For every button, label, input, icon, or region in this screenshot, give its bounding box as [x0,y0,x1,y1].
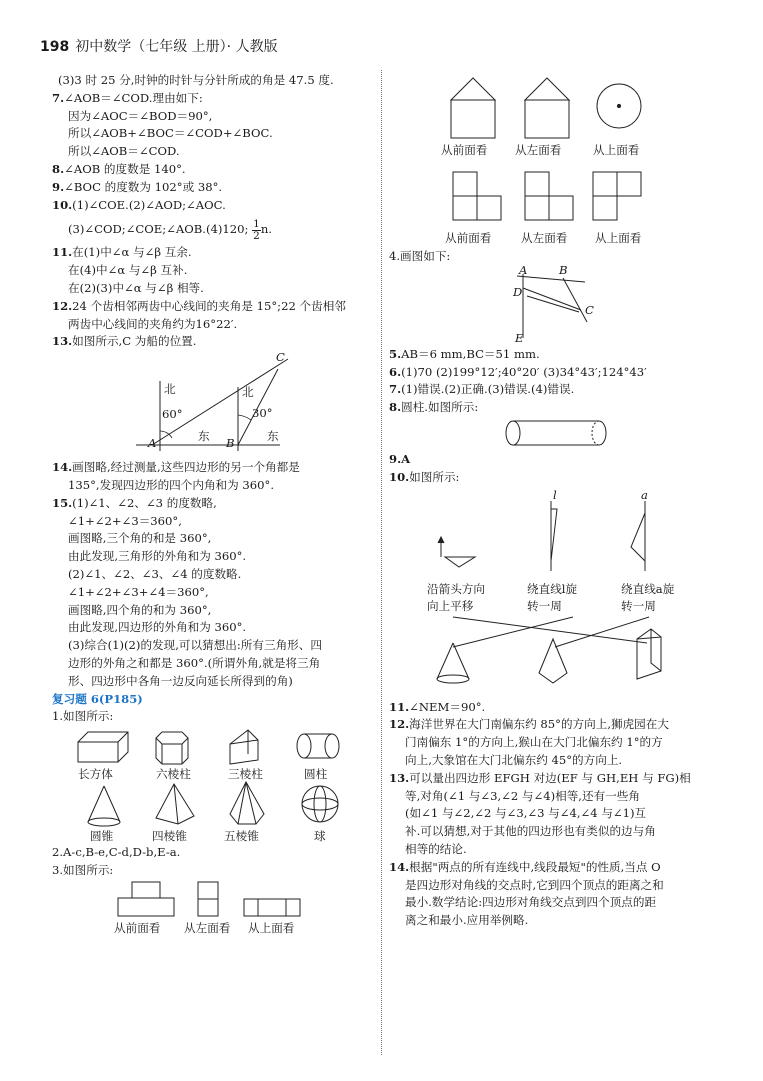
question-number: 13. [389,770,410,785]
answer-line [389,346,729,364]
question-number: 9. [52,179,65,194]
solid-pent-pyramid-label: 五棱锥 [224,829,259,844]
fig4-point-a: A [519,262,528,277]
east-label-a: 东 [198,429,210,444]
review-section-title: 复习题 6(P185) [52,691,143,706]
mid-top-view-label: 从上面看 [595,231,642,245]
question-number: 8. [389,400,402,415]
figure-8-cylinder [389,417,729,451]
answer-line [389,912,729,930]
answer-line [52,548,374,566]
answer-text: (2)∠1、∠2、∠3、∠4 的度数略. [68,566,242,581]
fig4-point-c: C [585,302,594,317]
answer-text: 在(4)中∠α 与∠β 互补. [68,263,188,278]
figure-10-rotation [389,487,729,699]
answer-line [52,244,374,262]
column-divider [381,70,382,1055]
solid-cuboid-label: 长方体 [78,767,113,782]
question-number: 13. [52,334,73,349]
right-q4: 4.画图如下: [389,249,451,263]
answer-text: (1)错误.(2)正确.(3)错误.(4)错误. [401,382,575,397]
answer-line [389,364,729,382]
solid-hex-prism-label: 六棱柱 [156,767,191,782]
question-number: 6. [389,364,402,379]
question-number: 12. [52,298,73,313]
answer-text: (1)∠COE.(2)∠AOD;∠AOC. [72,197,226,212]
question-number: 14. [389,859,410,874]
answer-line [52,298,374,316]
top-front-view-label: 从前面看 [441,143,488,157]
answer-line [52,673,374,691]
answer-line [389,859,729,877]
solid-square-pyramid-label: 四棱锥 [152,829,187,844]
answer-line [52,637,374,655]
answer-line [52,459,374,477]
answer-line [389,894,729,912]
answer-text: 画图略,四个角的和为 360°, [68,602,212,617]
answer-text: (1)∠1、∠2、∠3 的度数略, [72,495,217,510]
answer-line [389,381,729,399]
q3-views-figure [52,880,374,936]
caption-rotate-a: 绕直线a旋 转一周 [621,581,675,614]
answer-text: ∠AOB＝∠COD.理由如下: [64,90,203,105]
answer-text: (3)3 时 25 分,时钟的时针与分针所成的角是 47.5 度. [58,73,334,87]
answer-line [52,655,374,673]
answer-text: 画图略,三个角的和是 360°, [68,531,212,546]
question-number: 14. [52,460,73,475]
fig4-point-b: B [559,262,568,277]
angle-30-label: 30° [252,406,273,421]
answer-line [52,619,374,637]
answer-line [52,513,374,531]
answer-line [389,877,729,895]
solid-tri-prism-label: 三棱柱 [228,767,263,782]
solid-cylinder-label: 圆柱 [304,767,328,782]
answer-line [52,316,374,334]
answer-text: (3)综合(1)(2)的发现,可以猜想出:所有三角形、四 [68,638,322,653]
answer-text: 由此发现,四边形的外角和为 360°. [68,620,247,635]
answer-line [52,108,374,126]
answer-line [52,90,374,108]
answer-line [52,161,374,179]
answer-text: 24 个齿相邻两齿中心线间的夹角是 15°;22 个齿相邻 [72,298,346,313]
point-b-label: B [226,436,235,451]
north-label-a: 北 [164,382,176,397]
answer-line [389,699,729,717]
q3-left-view-label: 从左面看 [184,920,231,935]
figure-13-ship-position [52,351,374,459]
caption-translate: 沿箭头方向 向上平移 [427,581,485,614]
answer-line: 9.A [389,451,411,466]
answer-text: 在(2)(3)中∠α 与∠β 相等. [68,280,204,295]
answer-line [389,399,729,417]
answer-text: 门南偏东 1°的方向上,猴山在大门北偏东约 1°的方 [405,735,663,750]
point-c-label: C [276,350,285,365]
question-number: 7. [52,90,65,105]
axis-l-label: l [553,487,557,502]
answer-text: 补.可以猜想,对于其他的四边形也有类似的边与角 [405,824,656,839]
answer-text: 向上,大象馆在大门北偏东约 45°的方向上. [405,752,623,767]
question-number: 5. [389,346,402,361]
answer-line [52,262,374,280]
mid-left-view-label: 从左面看 [521,231,568,245]
answer-line [52,143,374,161]
answer-text: 135°,发现四边形的四个内角和为 360°. [68,477,275,492]
answer-text: 因为∠AOC＝∠BOD＝90°, [68,108,213,123]
answer-text: 如图所示,C 为船的位置. [72,334,197,349]
answer-line [389,841,729,859]
fraction-numerator: 1 [253,217,260,230]
answer-text: (如∠1 与∠2,∠2 与∠3,∠3 与∠4,∠4 与∠1)互 [405,806,647,821]
angle-60-label: 60° [162,407,183,422]
answer-line [52,495,374,513]
answer-text: ∠1+∠2+∠3+∠4＝360°, [68,584,209,599]
answer-text: 在(1)中∠α 与∠β 互余. [72,245,192,260]
answer-text: 离之和最小.应用举例略. [405,913,529,928]
answer-text: ∠AOB 的度数是 140°. [64,161,186,176]
cylinder-drawing [389,417,729,451]
answer-line [52,125,374,143]
fraction-denominator: 2 [253,229,260,242]
answer-line [52,179,374,197]
solid-sphere-label: 球 [314,829,326,844]
mid-front-view-label: 从前面看 [445,231,492,245]
page-number: 198 [40,39,70,55]
answer-line [52,197,374,215]
answer-text: 可以量出四边形 EFGH 对边(EF 与 GH,EH 与 FG)相 [409,770,691,785]
answer-text: 圆柱.如图所示: [401,400,479,415]
question-number: 12. [389,717,410,732]
answer-line [52,566,374,584]
answer-text: 等,对角(∠1 与∠3,∠2 与∠4)相等,还有一些角 [405,788,640,803]
review-q1: 1.如图所示: [52,709,114,724]
answer-line [52,280,374,298]
book-title: 初中数学（七年级 上册）· 人教版 [75,39,278,55]
answer-text: 两齿中心线间的夹角约为16°22′. [68,316,238,331]
views-figure-middle [389,160,729,248]
top-top-view-label: 从上面看 [593,143,640,157]
point-a-label: A [148,436,157,451]
east-label-b: 东 [267,429,279,444]
answer-text: 边形的外角之和都是 360°.(所谓外角,就是将三角 [68,655,321,670]
left-column [52,72,374,936]
north-label-b: 北 [242,385,254,400]
question-number: 8. [52,161,65,176]
answer-line [52,584,374,602]
answer-text: 根据"两点的所有连线中,线段最短"的性质,当点 O [409,859,661,874]
answer-line [52,477,374,495]
question-number: 10. [52,197,73,212]
answer-line [389,823,729,841]
fig4-point-d: D [513,284,523,299]
answer-line [52,333,374,351]
bearing-diagram [52,351,374,459]
question-number: 7. [389,382,402,397]
figure-4-lines [389,262,729,346]
answer-line [389,805,729,823]
solids-drawing [52,726,374,844]
page-header [40,36,278,56]
answer-line [389,734,729,752]
fig4-point-e: E [515,330,524,345]
answer-text: (1)70 (2)199°12′;40°20′ (3)34°43′;124°43′ [401,364,647,379]
question-number: 11. [52,245,73,260]
answer-text: 所以∠AOB＝∠COD. [68,144,180,159]
question-number: 15. [52,495,73,510]
caption-rotate-l: 绕直线l旋 转一周 [527,581,578,614]
answer-text: ∠NEM＝90°. [409,699,486,714]
question-number: 11. [389,699,410,714]
review-q2: 2.A-c,B-e,C-d,D-b,E-a. [52,845,181,860]
answer-text: 海洋世界在大门南偏东约 85°的方向上,狮虎园在大 [409,717,669,732]
q3-front-view-label: 从前面看 [114,920,161,935]
answer-text: 画图略,经过测量,这些四边形的另一个角都是 [72,460,300,475]
answer-line: (3)∠COD;∠COE;∠AOB.(4)120; $\frac{1}{2}$ n. [68,217,272,242]
answer-line [52,530,374,548]
answer-line [389,752,729,770]
review-q3: 3.如图所示: [52,862,114,877]
answer-text: 形、四边形中各角一边反向延长所得到的角) [68,673,293,688]
answer-line [389,770,729,788]
answer-text: ∠1+∠2+∠3＝360°, [68,513,182,528]
answer-line [52,602,374,620]
answer-text: AB＝6 mm,BC＝51 mm. [401,346,540,361]
axis-a-label: a [641,487,648,502]
solids-figure [52,726,374,844]
answer-text: 是四边形对角线的交点时,它到四个顶点的距离之和 [405,877,664,892]
right-column [389,72,729,930]
top-left-view-label: 从左面看 [515,143,562,157]
solid-cone-label: 圆锥 [90,829,114,844]
answer-text: 相等的结论. [405,841,467,856]
answer-text: 由此发现,三角形的外角和为 360°. [68,549,247,564]
answer-text: ∠BOC 的度数为 102°或 38°. [64,179,223,194]
q3-top-view-label: 从上面看 [248,920,295,935]
answer-text: 最小.数学结论:四边形对角线交点到四个顶点的距 [405,895,657,910]
answer-line [389,716,729,734]
answer-line [52,72,374,90]
answer-text: 所以∠AOB+∠BOC＝∠COD+∠BOC. [68,126,273,141]
answer-line: 10.如图所示: [389,469,460,484]
answer-line [389,788,729,806]
views-figure-top [389,72,729,160]
